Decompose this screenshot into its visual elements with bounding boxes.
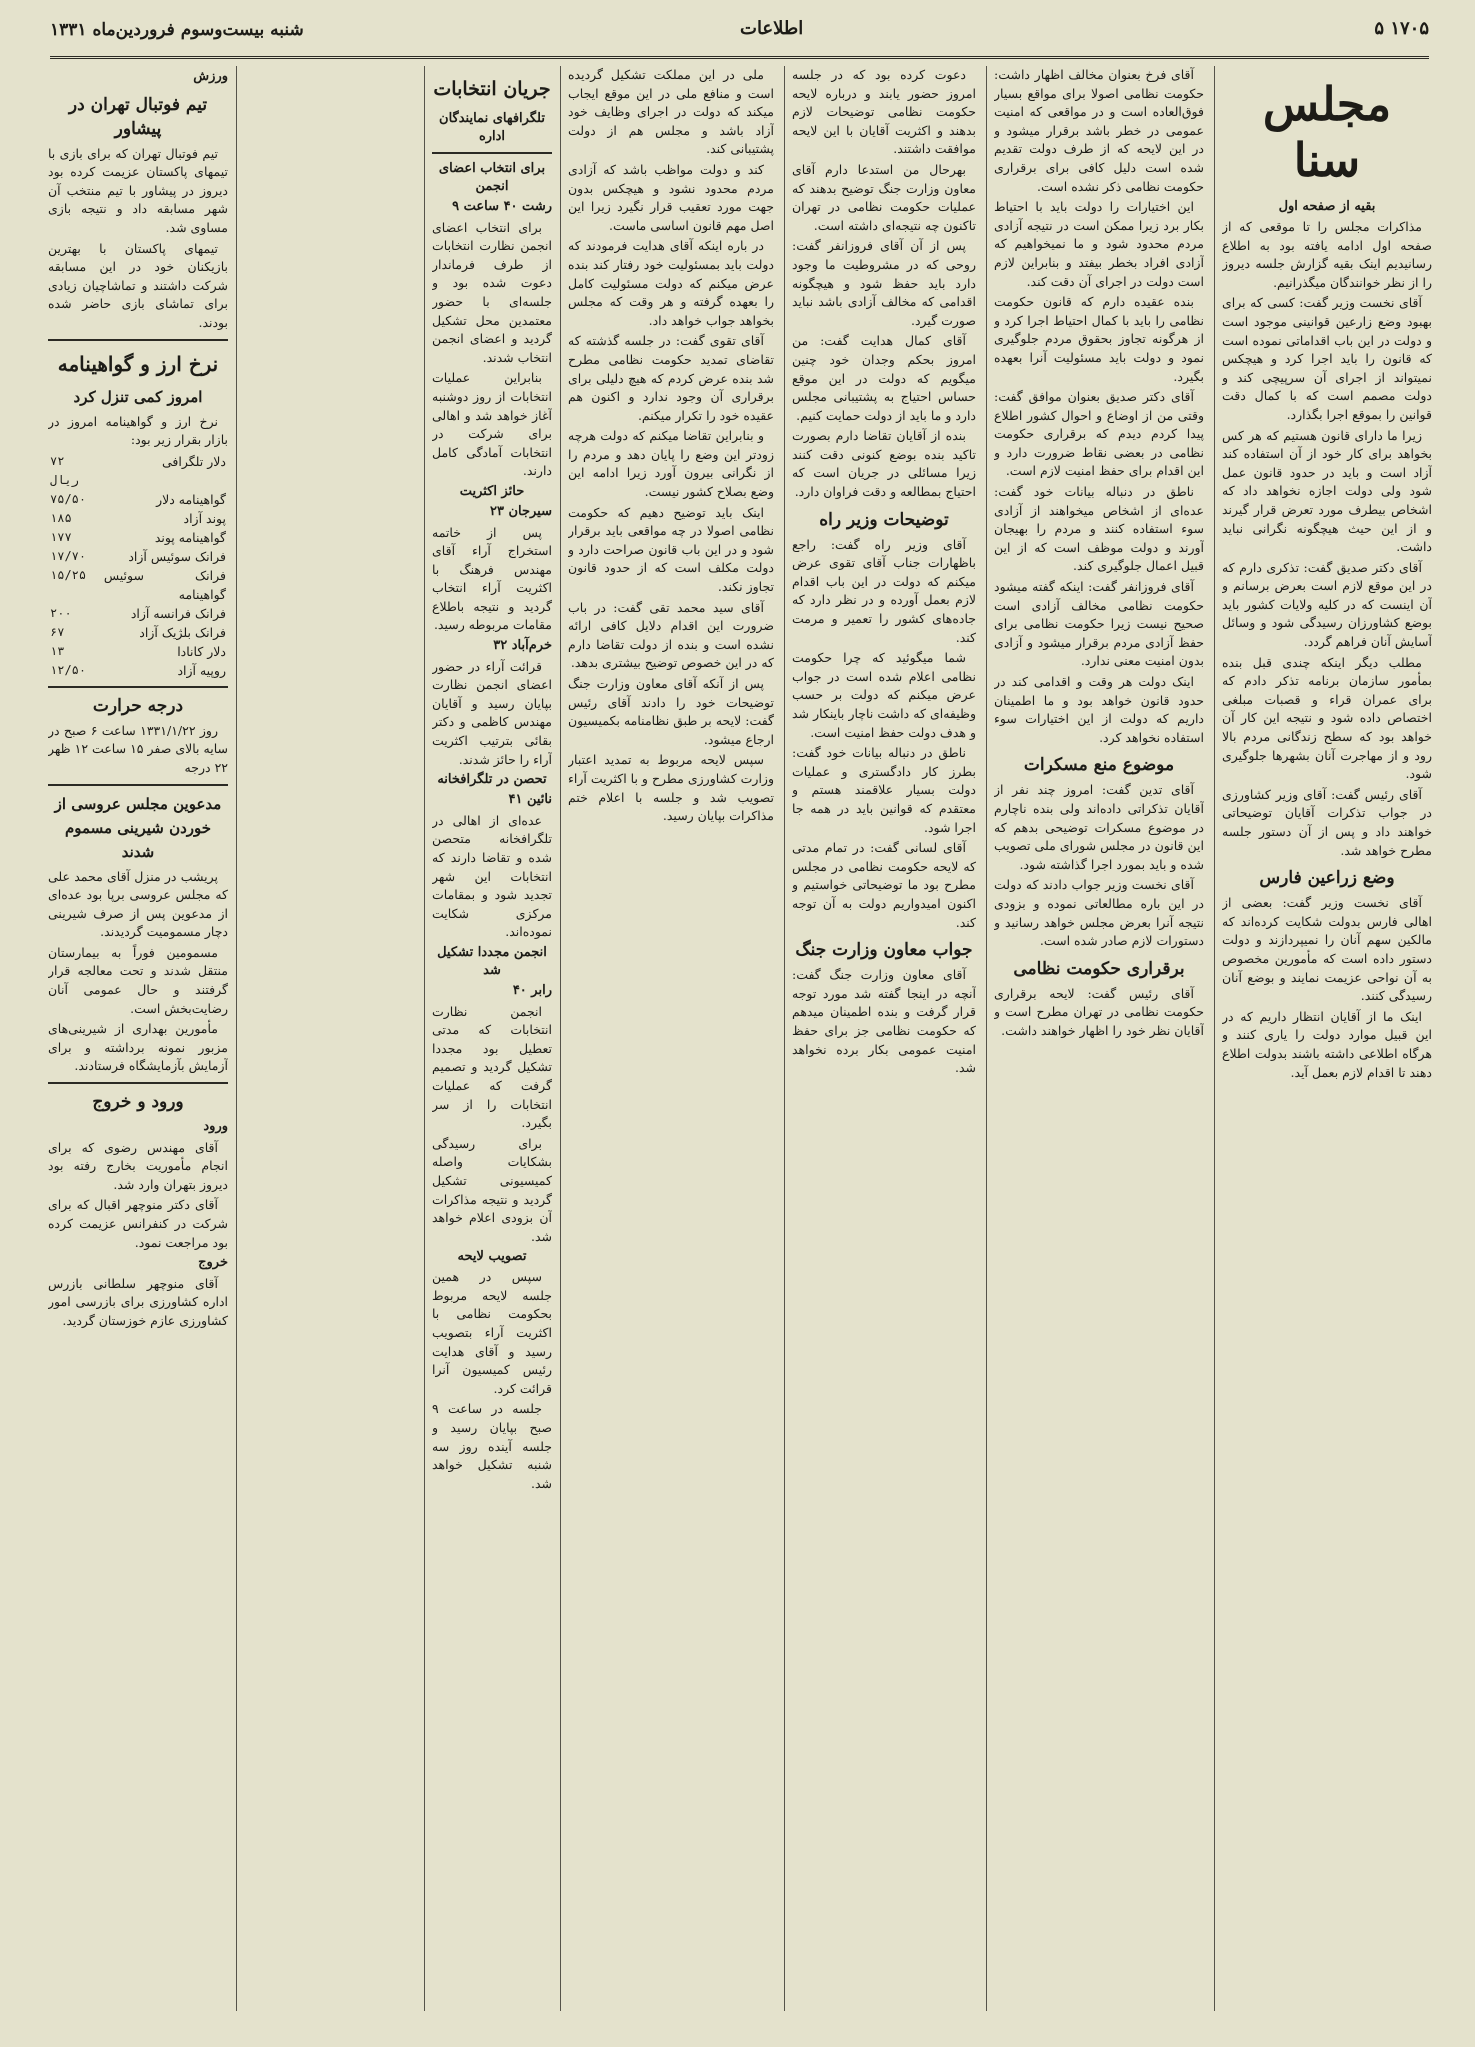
poisoning-paragraph: پریشب در منزل آقای محمد علی که مجلس عروسی برپا بود عده‌ای از مدعوین پس از صرف شیرینی دچار مسمومیت گردیدند.	[48, 868, 228, 940]
rate-label: روپیه آزاد	[177, 662, 226, 678]
poisoning-paragraph: مأمورین بهداری از شیرینی‌های مزبور نمونه برداشته و برای آزمایش بآزمایشگاه فرستادند.	[48, 1021, 228, 1074]
senate-paragraph: اینک ما از آقایان انتظار داریم که در این قبیل موارد دولت را یاری کنند و هرگاه اطلاعی داشته باشند بدولت اطلاع دهند تا اقدام لازم بعمل آید.	[1222, 1008, 1432, 1080]
rate-row	[48, 452, 228, 490]
article-paragraph: سپس لایحه مربوط به تمدید اعتبار وزارت کشاورزی مطرح و با اکثریت آراء تصویب شد و جلسه با اعلام ختم مذاکرات بپایان رسید.	[568, 752, 774, 824]
masthead	[50, 14, 1429, 54]
rate-value: ۷۲ ریال	[50, 453, 79, 487]
senate-paragraph: آقای رئیس گفت: آقای وزیر کشاورزی در جواب تذکرات آقایان توضیحاتی خواهند داد و پس از آن دستور جلسه مطرح خواهد شد.	[1222, 786, 1432, 858]
column-4	[568, 66, 774, 2011]
section-rule	[48, 1082, 228, 1084]
senate-paragraph: آقای نخست وزیر گفت: بعضی از اهالی فارس بدولت شکایت کرده‌اند که مالکین سهم آنان را نمیپردازند و دولت دستور داده است که مأمورین مخصوص به آن نواحی عزیمت نمایند و بوضع آنان رسیدگی کنند.	[1222, 895, 1432, 1004]
masthead-page-number: ۵ ۱۷۰۵	[1374, 18, 1429, 39]
article-paragraph: آقای نخست وزیر جواب دادند که دولت در این باره مطالعاتی نموده و بزودی نتیجه آنرا بعرض مجلس خواهد رسانید و دستورات لازم صادر شده است.	[994, 877, 1204, 949]
column-rule	[1214, 66, 1215, 2011]
fars-farmers-subhead: وضع زراعین فارس	[1259, 868, 1395, 889]
rate-value: ۲۰۰	[50, 605, 72, 620]
column-briefs	[48, 66, 228, 2011]
martial-law-subhead: برقراری حکومت نظامی	[1013, 958, 1185, 979]
article-paragraph: ملی در این مملکت تشکیل گردیده است و منافع ملی در این موقع ایجاب میکند که دولت در اجرای وظایف خود آزاد باشد و مجلس هم از دولت پشتیبانی کند.	[568, 67, 774, 157]
article-paragraph: آقای معاون وزارت جنگ گفت: آنچه در اینجا گفته شد مورد توجه قرار گرفت و بنده اطمینان میدهم که حکومت نظامی جز برای حفظ امنیت عمومی بکار برده نخواهد شد.	[792, 967, 976, 1076]
rate-label: فرانک سوئیس آزاد	[128, 548, 226, 564]
article-paragraph: آقای وزیر راه گفت: راجع باظهارات جناب آقای تقوی عرض میکنم که دولت در این باب اقدام لازم بعمل آورده و در نظر دارد که جاده‌های کشور را تعمیر و مرمت کند.	[792, 536, 976, 645]
rate-row	[48, 642, 228, 661]
election-paragraph: جلسه در ساعت ۹ صبح بپایان رسید و جلسه آینده روز سه شنبه تشکیل خواهد شد.	[432, 1401, 552, 1491]
senate-paragraph: زیرا ما دارای قانون هستیم که هر کس بخواهد برای کار خود از آن استفاده کند آزاد است و باید در حدود قانون عمل شود ولی دولت اجازه نخواهد داد که اشخاص بیطرف مورد تعرض قرار گیرند و از این حیث هیچگونه نگرانی نباید داشت.	[1222, 427, 1432, 555]
exchange-rates-note: نرخ ارز و گواهینامه امروز در بازار بقرار زیر بود:	[48, 413, 228, 448]
article-paragraph: آقای کمال هدایت گفت: من امروز بحکم وجدان خود چنین میگویم که دولت در این موقع حساس احتیاج به پشتیبانی مجلس دارد و ما باید از دولت حمایت کنیم.	[792, 333, 976, 423]
article-paragraph: آقای دکتر صدیق بعنوان موافق گفت: وقتی من از اوضاع و احوال کشور اطلاع پیدا کردم دیدم که برقراری حکومت نظامی در بعضی نقاط ضرورت دارد و این اقدام برای حفظ امنیت لازم است.	[994, 389, 1204, 479]
column-2	[994, 66, 1204, 2011]
masthead-rule	[50, 56, 1429, 59]
rate-value: ۱۳	[50, 643, 65, 658]
election-paragraph: برای انتخاب اعضای انجمن نظارت انتخابات از طرف فرماندار دعوت شده بود و جلسه‌ای با حضور معتمدین محل تشکیل گردید و اعضای انجمن انتخاب شدند.	[432, 219, 552, 365]
section-rule	[48, 686, 228, 688]
article-paragraph: شما میگوئید که چرا حکومت نظامی اعلام شده است در جواب عرض میکنم که دولت بر حسب وظیفه‌ای که داشت ناچار باینکار شد و هدف دولت حفظ امنیت است.	[792, 650, 976, 740]
article-paragraph: اینک باید توضیح دهیم که حکومت نظامی اصولا در چه مواقعی باید برقرار شود و در این باب قانون صراحت دارد و دولت مکلف است که از حدود قانون تجاوز نکند.	[568, 504, 774, 595]
election-dateline: رشت ۴۰ ساعت ۹	[452, 199, 552, 214]
sports-paragraph: تیمهای پاکستان با بهترین بازیکنان خود در این مسابقه شرکت داشتند و تماشاچیان زیادی برای تماشای بازی حاضر شده بودند.	[48, 240, 228, 330]
arrivals-paragraph: آقای دکتر منوچهر اقبال که برای شرکت در کنفرانس عزیمت کرده بود مراجعت نمود.	[48, 1197, 228, 1250]
masthead-date: شنبه بیست‌وسوم فروردین‌ماه ۱۳۳۱	[50, 20, 304, 40]
departures-paragraph: آقای منوچهر سلطانی بازرس اداره کشاورزی برای بازرسی امور کشاورزی عازم خوزستان گردید.	[48, 1275, 228, 1328]
election-box-title: تحصن در تلگرافخانه	[437, 772, 547, 788]
rate-value: ۷۵/۵۰	[50, 491, 87, 506]
article-paragraph: آقای لسانی گفت: در تمام مدتی که لایحه حکومت نظامی در مجلس مطرح بود ما توضیحاتی خواستیم و اکنون امیدواریم دولت به آن توجه کند.	[792, 840, 976, 930]
rate-value: ۱۲/۵۰	[50, 662, 87, 677]
arrivals-departures-headline: ورود و خروج	[92, 1092, 184, 1113]
rate-row	[48, 566, 228, 604]
rate-value: ۱۵/۲۵	[50, 567, 87, 582]
exchange-rates-headline: نرخ ارز و گواهینامه	[57, 351, 219, 376]
senate-continued-note: بقیه از صفحه اول	[1278, 199, 1376, 214]
election-paragraph: عده‌ای از اهالی در تلگرافخانه متحصن شده و تقاضا دارند که انتخابات این شهر تجدید شود و بمقامات مرکزی شکایت نموده‌اند.	[432, 812, 552, 940]
election-paragraph: پس از خاتمه استخراج آراء آقای مهندس فرهنگ با اکثریت آراء انتخاب گردید و نتیجه باطلاع مقامات مربوطه رسید.	[432, 524, 552, 633]
section-rule	[432, 152, 552, 154]
election-paragraph: بنابراین عملیات انتخابات از روز دوشنبه آغاز خواهد شد و اهالی برای شرکت در انتخابات آمادگی کامل دارند.	[432, 370, 552, 479]
arrivals-paragraph: آقای مهندس رضوی که برای انجام مأموریت بخارج رفته بود دیروز بتهران وارد شد.	[48, 1139, 228, 1192]
article-paragraph: بهرحال من استدعا دارم آقای معاون وزارت جنگ توضیح بدهند که عملیات حکومت نظامی در تهران تاکنون چه نتیجه‌ای داشته است.	[792, 161, 976, 233]
rate-value: ۱۷۷	[50, 529, 72, 544]
rate-label: فرانک بلژیک آزاد	[139, 624, 226, 640]
election-dateline: رابر ۴۰	[512, 982, 552, 998]
election-dateline: خرم‌آباد ۳۲	[493, 638, 552, 654]
masthead-paper-name: اطلاعات	[740, 18, 804, 39]
sports-kicker: ورزش	[193, 69, 228, 84]
elections-headline: جریان انتخابات	[433, 78, 551, 100]
election-paragraph: قرائت آراء در حضور اعضای انجمن نظارت بپایان رسید و آقایان مهندس کاظمی و دکتر بقائی بترتیب اکثریت آراء را حائز شدند.	[432, 658, 552, 767]
rate-label: فرانک سوئیس گواهینامه	[103, 567, 226, 602]
article-paragraph: دعوت کرده بود که در جلسه امروز حضور یابند و درباره لایحه حکومت نظامی توضیحات لازم بدهند و اکثریت آقایان با این لایحه موافقت داشتند.	[792, 67, 976, 157]
article-paragraph: بنده از آقایان تقاضا دارم بصورت تاکید بنده بوضع کنونی دقت کنند زیرا مسائلی در جریان است که احتیاج بمطالعه و دقت فراوان دارد.	[792, 428, 976, 500]
rate-value: ۶۷	[50, 624, 65, 639]
section-rule	[48, 339, 228, 341]
article-paragraph: آقای تدین گفت: امروز چند نفر از آقایان تذکراتی داده‌اند ولی بنده ناچارم در موضوع مسکرات توضیحی بدهم که این قانون در مجلس شورای ملی تصویب شده و باید بمورد اجرا گذاشته شود.	[994, 782, 1204, 872]
exchange-rates-subhead: امروز کمی تنزل کرد	[73, 387, 203, 406]
roads-minister-subhead: توضیحات وزیر راه	[819, 509, 949, 530]
column-rule	[560, 66, 561, 2011]
election-paragraph: سپس در همین جلسه لایحه مربوط بحکومت نظامی با اکثریت آراء بتصویب رسید و آقای هدایت رئیس کمیسیون آنرا قرائت کرد.	[432, 1269, 552, 1396]
column-rule	[424, 66, 425, 2011]
column-senate	[1222, 66, 1432, 2011]
senate-intro: مذاکرات مجلس را تا موقعی که از صفحه اول ادامه یافته بود به اطلاع رسانیدیم اینک بقیه گزارش جلسه دیروز را از نظر خوانندگان میگذرانیم.	[1222, 219, 1432, 290]
poisoning-paragraph: مسمومین فوراً به بیمارستان منتقل شدند و تحت معالجه قرار گرفتند و حال عمومی آنان رضایت‌بخش است.	[48, 944, 228, 1016]
rate-label: گواهینامه دلار	[156, 491, 226, 507]
senate-paragraph: آقای نخست وزیر گفت: کسی که برای بهبود وضع زارعین قوانینی موجود است و دولت در این باب اقداماتی نموده است که قانون را باید اجرا کرد و هیچکس نمیتواند از اجرای آن سرپیچی کند و دولت مصمم است که با کمال دقت قوانین را بموقع اجرا بگذارد.	[1222, 295, 1432, 422]
article-paragraph: پس از آنکه آقای معاون وزارت جنگ توضیحات خود را دادند آقای رئیس گفت: لایحه بر طبق نظامنامه بکمیسیون ارجاع میشود.	[568, 676, 774, 747]
column-rule	[784, 66, 785, 2011]
poisoning-headline: مدعوین مجلس عروسی از خوردن شیرینی مسموم شدند	[54, 794, 222, 861]
exchange-rates-table	[48, 452, 228, 680]
election-box-title: انجمن مجددا تشکیل شد	[437, 944, 547, 978]
rate-row	[48, 623, 228, 642]
temperature-headline: درجه حرارت	[92, 695, 184, 716]
elections-subtitle: تلگرافهای نمایندگان اداره	[439, 111, 545, 144]
article-paragraph: آقای فروزانفر گفت: اینکه گفته میشود حکومت نظامی مخالف آزادی است صحیح نیست زیرا حکومت نظامی برای حفظ آزادی مردم برقرار میشود و آزادی بدون امنیت معنی ندارد.	[994, 579, 1204, 669]
war-deputy-reply-subhead: جواب معاون وزارت جنگ	[795, 940, 973, 961]
column-elections	[432, 66, 552, 2011]
senate-paragraph: آقای دکتر صدیق گفت: تذکری دارم که در این موقع لازم است بعرض برسانم و آن اینست که در کلیه ولایات کشور باید بوضع کشاورزان رسیدگی شود و وسائل آسایش آنان فراهم گردد.	[1222, 559, 1432, 650]
column-rule	[986, 66, 987, 2011]
rate-value: ۱۸۵	[50, 510, 72, 525]
article-paragraph: آقای تقوی گفت: در جلسه گذشته که تقاضای تمدید حکومت نظامی مطرح شد بنده عرض کردم که هیچ دلیلی برای برقراری آن وجود ندارد و اکنون هم عقیده خود را تکرار میکنم.	[568, 333, 774, 423]
rate-value: ۱۷/۷۰	[50, 548, 87, 563]
article-paragraph: آقای فرخ بعنوان مخالف اظهار داشت: حکومت نظامی اصولا برای مواقع بسیار فوق‌العاده است و در مواقعی که امنیت عمومی در خطر باشد برقرار میشود و در این لایحه که از طرف دولت تقدیم شده است دلیل کافی برای برقراری حکومت نظامی ذکر نشده است.	[994, 67, 1204, 194]
column-3	[792, 66, 976, 2011]
election-dateline: نائین ۴۱	[508, 792, 552, 808]
sports-paragraph: تیم فوتبال تهران که برای بازی با تیمهای پاکستان عزیمت کرده بود دیروز در پیشاور با تیم منتخب آن شهر مسابقه داد و نتیجه بازی مساوی شد.	[48, 145, 228, 235]
election-dateline: سیرجان ۲۳	[489, 503, 552, 519]
rate-label: گواهینامه پوند	[154, 529, 226, 545]
rate-label: پوند آزاد	[183, 510, 226, 526]
article-paragraph: آقای رئیس گفت: لایحه برقراری حکومت نظامی در تهران مطرح است و آقایان نظر خود را اظهار خواهند داشت.	[994, 985, 1204, 1038]
election-box-title: حائز اکثریت	[459, 483, 525, 499]
rate-label: فرانک فرانسه آزاد	[130, 605, 226, 621]
rate-row	[48, 661, 228, 680]
arrivals-subhead: ورود	[203, 1119, 228, 1135]
rate-row	[48, 604, 228, 623]
article-paragraph: اینک دولت هر وقت و اقدامی کند در حدود قانون خواهد بود و ما اطمینان داریم که دولت از این اختیارات سوء استفاده نخواهد کرد.	[994, 674, 1204, 745]
article-paragraph: بنده عقیده دارم که قانون حکومت نظامی را باید با کمال احتیاط اجرا کرد و از هرگونه تجاوز بحقوق مردم جلوگیری نمود و دولت باید مسئولیت آنرا بعهده بگیرد.	[994, 294, 1204, 384]
rate-label: دلار تلگرافی	[162, 453, 226, 469]
article-paragraph: این اختیارات را دولت باید با احتیاط بکار برد زیرا ممکن است در نتیجه آزادی مردم محدود شود و ما نمیخواهیم که آزادی افراد بخطر بیفتد و بنابراین لازم است دولت در اجرای آن دقت کند.	[994, 199, 1204, 289]
senate-headline: مجلس سنا	[1262, 77, 1392, 187]
rate-row	[48, 528, 228, 547]
temperature-text: روز ۱۳۳۱/۱/۲۲ ساعت ۶ صبح در سایه بالای صفر ۱۵ ساعت ۱۲ ظهر ۲۲ درجه	[48, 722, 228, 775]
article-paragraph: و بنابراین تقاضا میکنم که دولت هرچه زودتر این وضع را پایان دهد و مردم را از نگرانی بیرون آورد زیرا ادامه این وضع بصلاح کشور نیست.	[568, 428, 774, 500]
election-paragraph: برای رسیدگی بشکایات واصله کمیسیونی تشکیل گردید و نتیجه مذاکرات آن بزودی اعلام خواهد شد.	[432, 1135, 552, 1244]
sports-headline: تیم فوتبال تهران در پیشاور	[68, 94, 208, 139]
rate-row	[48, 509, 228, 528]
article-paragraph: ناطق در دنباله بیانات خود گفت: بطرز کار دادگستری و عملیات دولت بسیار علاقمند هستم و معتقدم که قوانین باید در همه جا اجرا شود.	[792, 745, 976, 835]
article-paragraph: پس از آن آقای فروزانفر گفت: روحی که در مشروطیت ما وجود دارد باید حفظ شود و هیچگونه اقدامی که مخالف آزادی باشد نباید صورت گیرد.	[792, 238, 976, 328]
election-box-title: تصویب لایحه	[457, 1249, 527, 1265]
article-paragraph: کند و دولت مواظب باشد که آزادی مردم محدود نشود و هیچکس بدون جهت مورد تعقیب قرار نگیرد زیرا این اصل مهم قانون اساسی ماست.	[568, 161, 774, 233]
rate-label: دلار کانادا	[177, 643, 226, 659]
election-paragraph: انجمن نظارت انتخابات که مدتی تعطیل بود مجددا تشکیل گردید و تصمیم گرفت که عملیات انتخابات را از سر بگیرد.	[432, 1003, 552, 1131]
rate-row	[48, 547, 228, 566]
senate-paragraph: مطلب دیگر اینکه چندی قبل بنده بمأمور سازمان برنامه تذکر دادم که برای عمران قراء و قصبات مبلغی اختصاص داده شود و نتیجه این کار آن خواهد بود که سطح زندگانی مردم بالا رود و از مهاجرت آنان بشهرها جلوگیری شود.	[1222, 654, 1432, 782]
article-paragraph: ناطق در دنباله بیانات خود گفت: عده‌ای از اشخاص میخواهند از آزادی سوء استفاده کنند و مردم را بهیجان آورند و دولت موظف است که از این قبیل اعمال جلوگیری کند.	[994, 484, 1204, 574]
article-paragraph: در باره اینکه آقای هدایت فرمودند که دولت باید بمسئولیت خود رفتار کند بنده عرض میکنم که دولت مسئولیت کامل را بعهده گرفته و هر وقت که مجلس بخواهد جواب خواهد داد.	[568, 238, 774, 328]
column-rule	[236, 66, 237, 2011]
alcohol-ban-subhead: موضوع منع مسکرات	[1023, 755, 1175, 776]
section-rule	[48, 784, 228, 786]
article-paragraph: آقای سید محمد تقی گفت: در باب ضرورت این اقدام دلایل کافی ارائه نشده است و بنده از دولت تقاضا دارم که در این خصوص توضیح بیشتری بدهد.	[568, 599, 774, 671]
departures-subhead: خروج	[198, 1255, 228, 1271]
election-box-title: برای انتخاب اعضای انجمن	[438, 161, 546, 194]
rate-row	[48, 490, 228, 509]
